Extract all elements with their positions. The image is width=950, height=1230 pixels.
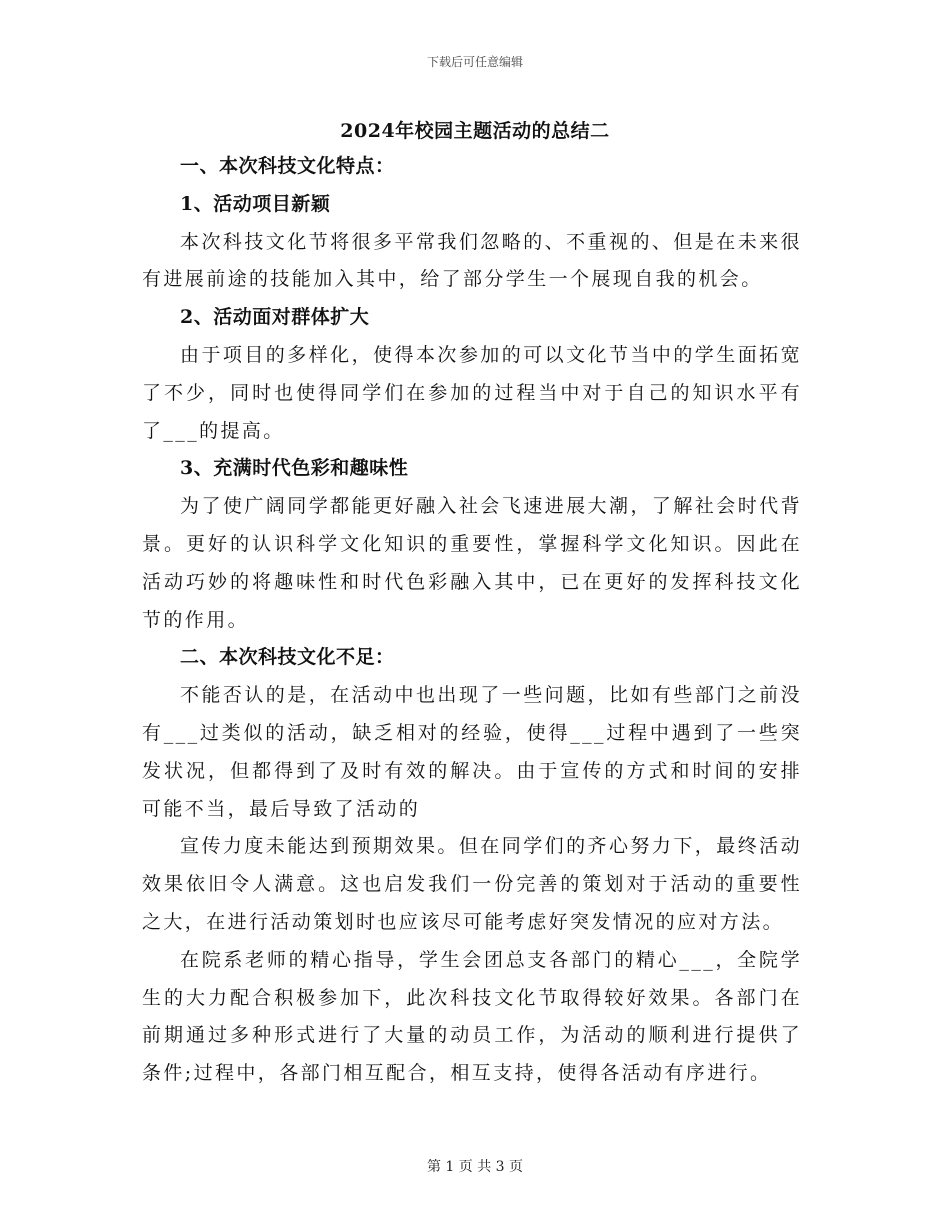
page-number-footer: 第 1 页 共 3 页 xyxy=(426,1159,524,1175)
subsection-heading: 1、活动项目新颖 xyxy=(180,192,331,215)
paragraph: 宣传力度未能达到预期效果。但在同学们的齐心努力下，最终活动效果依旧令人满意。这也启发我们一份完善的策划对于活动的重要性之大，在进行活动策划时也应该尽可能考虑好突发情况的应对方法。 xyxy=(142,835,802,933)
paragraph: 在院系老师的精心指导，学生会团总支各部门的精心___，全院学生的大力配合积极参加下，此次科技文化节取得较好效果。各部门在前期通过多种形式进行了大量的动员工作，为活动的顺利进行提供了条件;过程中，各部门相互配合，相互支持，使得各活动有序进行。 xyxy=(142,948,802,1085)
document-title: 2024年校园主题活动的总结二 xyxy=(340,120,610,142)
paragraph: 由于项目的多样化，使得本次参加的可以文化节当中的学生面拓宽了不少，同时也使得同学们在参加的过程当中对于自己的知识水平有了___的提高。 xyxy=(142,343,802,442)
section-heading: 二、本次科技文化不足： xyxy=(180,646,395,669)
header-note: 下载后可任意编辑 xyxy=(426,55,523,69)
subsection-heading: 3、充满时代色彩和趣味性 xyxy=(180,457,409,480)
document-body xyxy=(142,148,802,1093)
paragraph: 不能否认的是，在活动中也出现了一些问题，比如有些部门之前没有___过类似的活动，缺乏相对的经验，使得___过程中遇到了一些突发状况，但都得到了及时有效的解决。由于宣传的方式和时间的安排可能不当，最后导致了活动的 xyxy=(142,684,802,820)
paragraph: 本次科技文化节将很多平常我们忽略的、不重视的、但是在未来很有进展前途的技能加入其中，给了部分学生一个展现自我的机会。 xyxy=(142,230,802,291)
section-heading: 一、本次科技文化特点： xyxy=(180,155,395,177)
paragraph: 为了使广阔同学都能更好融入社会飞速进展大潮，了解社会时代背景。更好的认识科学文化知识的重要性，掌握科学文化知识。因此在活动巧妙的将趣味性和时代色彩融入其中，已在更好的发挥科技文化节的作用。 xyxy=(142,495,802,631)
subsection-heading: 2、活动面对群体扩大 xyxy=(180,306,370,329)
